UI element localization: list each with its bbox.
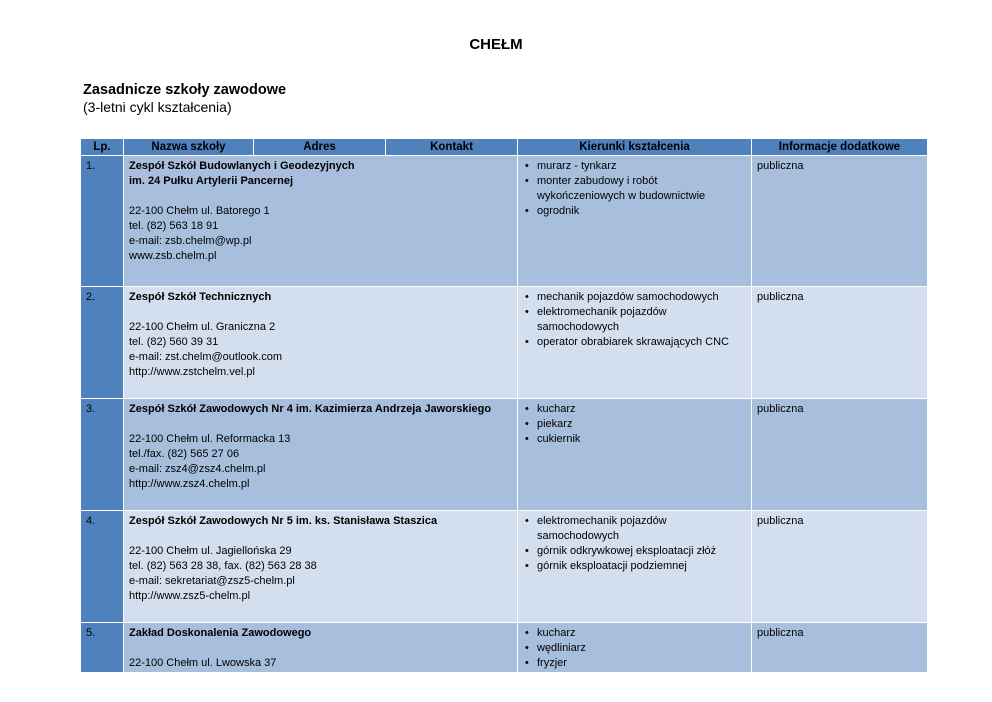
spacer xyxy=(129,417,513,432)
school-contact-line: 22-100 Chełm ul. Lwowska 37 xyxy=(129,657,277,669)
direction-item: • operator obrabiarek skrawających CNC xyxy=(537,335,747,350)
additional-info-cell: publiczna xyxy=(752,623,928,673)
direction-item: • górnik eksploatacji podziemnej xyxy=(537,559,747,574)
table-header-row xyxy=(81,139,928,156)
header-directions: Kierunki kształcenia xyxy=(518,139,752,156)
header-address: Adres xyxy=(254,139,386,156)
school-contact-line: 22-100 Chełm ul. Jagiellońska 29 xyxy=(129,545,292,557)
school-contact-line: 22-100 Chełm ul. Reformacka 13 xyxy=(129,433,291,445)
direction-item: • ogrodnik xyxy=(537,204,747,219)
direction-item: • piekarz xyxy=(537,417,747,432)
header-school-name: Nazwa szkoły xyxy=(124,139,254,156)
school-cell xyxy=(124,623,518,673)
school-contact-line: e-mail: zsb.chelm@wp.pl xyxy=(129,235,252,247)
spacer xyxy=(129,641,513,656)
school-cell xyxy=(124,156,518,287)
row-number: 4. xyxy=(81,511,124,623)
row-number: 1. xyxy=(81,156,124,287)
table-row xyxy=(81,399,928,511)
header-additional-info: Informacje dodatkowe xyxy=(752,139,928,156)
school-contact-line: e-mail: zst.chelm@outlook.com xyxy=(129,351,282,363)
table-row xyxy=(81,156,928,287)
school-contact-line: e-mail: zsz4@zsz4.chelm.pl xyxy=(129,463,266,475)
page-title: CHEŁM xyxy=(469,36,523,53)
school-name: Zespół Szkół Zawodowych Nr 5 im. ks. Stanisława Staszica xyxy=(129,515,438,527)
direction-item: • monter zabudowy i robót wykończeniowych w budownictwie xyxy=(537,174,747,204)
direction-item: • mechanik pojazdów samochodowych xyxy=(537,290,747,305)
direction-item: • elektromechanik pojazdów samochodowych xyxy=(537,514,747,544)
table-row xyxy=(81,287,928,399)
row-number: 2. xyxy=(81,287,124,399)
direction-item: • murarz - tynkarz xyxy=(537,159,747,174)
section-title: Zasadnicze szkoły zawodowe xyxy=(83,82,287,98)
school-contact-line: tel./fax. (82) 565 27 06 xyxy=(129,448,240,460)
additional-info-cell: publiczna xyxy=(752,156,928,287)
table-row xyxy=(81,623,928,673)
school-name: Zakład Doskonalenia Zawodowego xyxy=(129,627,312,639)
school-contact-line: http://www.zstchelm.vel.pl xyxy=(129,366,255,378)
school-name: Zespół Szkół Zawodowych Nr 4 im. Kazimierza Andrzeja Jaworskiego xyxy=(129,403,492,415)
school-contact-line: tel. (82) 560 39 31 xyxy=(129,336,219,348)
direction-item: • kucharz xyxy=(537,626,747,641)
school-name: Zespół Szkół Technicznych xyxy=(129,291,272,303)
direction-item: • elektromechanik pojazdów samochodowych xyxy=(537,305,747,335)
table-row xyxy=(81,511,928,623)
school-contact-line: http://www.zsz5-chelm.pl xyxy=(129,590,251,602)
spacer xyxy=(129,305,513,320)
section-subtitle: (3-letni cykl kształcenia) xyxy=(83,99,232,115)
school-contact-line: http://www.zsz4.chelm.pl xyxy=(129,478,250,490)
header-contact: Kontakt xyxy=(386,139,518,156)
direction-item: • górnik odkrywkowej eksploatacji złóż xyxy=(537,544,747,559)
directions-list xyxy=(523,626,747,671)
direction-item: • wędliniarz xyxy=(537,641,747,656)
directions-list xyxy=(523,290,747,350)
table-body xyxy=(81,156,928,673)
directions-cell xyxy=(518,156,752,287)
header-lp: Lp. xyxy=(81,139,124,156)
directions-list xyxy=(523,514,747,574)
school-cell xyxy=(124,399,518,511)
direction-item: • cukiernik xyxy=(537,432,747,447)
row-number: 5. xyxy=(81,623,124,673)
school-cell xyxy=(124,511,518,623)
schools-table xyxy=(80,138,928,673)
school-contact-line: www.zsb.chelm.pl xyxy=(129,250,217,262)
spacer xyxy=(129,529,513,544)
school-contact-line: e-mail: sekretariat@zsz5-chelm.pl xyxy=(129,575,295,587)
school-contact-line: 22-100 Chełm ul. Batorego 1 xyxy=(129,205,270,217)
directions-cell xyxy=(518,511,752,623)
school-contact-line: 22-100 Chełm ul. Graniczna 2 xyxy=(129,321,276,333)
directions-list xyxy=(523,402,747,447)
school-name: Zespół Szkół Budowlanych i Geodezyjnych xyxy=(129,160,355,172)
directions-cell xyxy=(518,399,752,511)
additional-info-cell: publiczna xyxy=(752,287,928,399)
row-number: 3. xyxy=(81,399,124,511)
directions-cell xyxy=(518,623,752,673)
school-contact-line: tel. (82) 563 28 38, fax. (82) 563 28 38 xyxy=(129,560,317,572)
additional-info-cell: publiczna xyxy=(752,399,928,511)
directions-cell xyxy=(518,287,752,399)
school-cell xyxy=(124,287,518,399)
direction-item: • kucharz xyxy=(537,402,747,417)
directions-list xyxy=(523,159,747,219)
direction-item: • fryzjer xyxy=(537,656,747,671)
school-name: im. 24 Pułku Artylerii Pancernej xyxy=(129,175,294,187)
spacer xyxy=(129,189,513,204)
school-contact-line: tel. (82) 563 18 91 xyxy=(129,220,219,232)
additional-info-cell: publiczna xyxy=(752,511,928,623)
